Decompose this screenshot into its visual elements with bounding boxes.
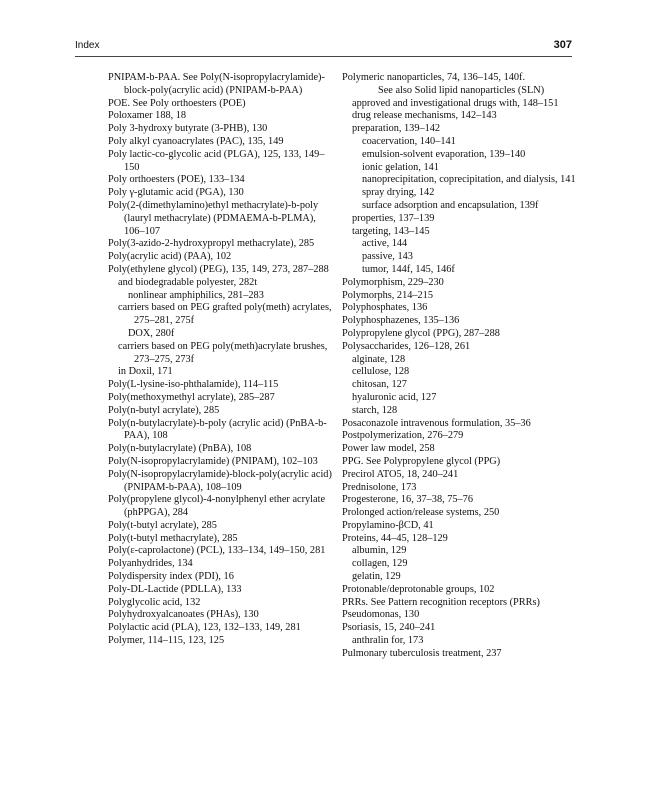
index-entry: Protonable/deprotonable groups, 102 — [342, 583, 495, 595]
index-entry: Polylactic acid (PLA), 123, 132–133, 149, 281 — [108, 622, 301, 634]
index-entry: Polyhydroxyalcanoates (PHAs), 130 — [108, 609, 259, 621]
index-entry: Poly(propylene glycol)-4-nonylphenyl ether acrylate (phPPGA), 284 — [108, 494, 326, 519]
page-header — [75, 40, 572, 56]
index-subentry: albumin, 129 — [352, 545, 407, 557]
index-entry: Power law model, 258 — [342, 443, 435, 455]
section-title: Index — [75, 40, 100, 51]
index-entry: Poly(t-butyl methacrylate), 285 — [108, 532, 238, 544]
index-subentry: carriers based on PEG grafted poly(meth) acrylates, 275–281, 275f — [118, 302, 332, 327]
index-entry: PPG. See Polypropylene glycol (PPG) — [342, 455, 501, 467]
index-subentry: tumor, 144f, 145, 146f — [362, 263, 455, 275]
index-entry: Poly(N-isopropylacrylamide) (PNIPAM), 102–103 — [108, 455, 318, 467]
index-subentry: surface adsorption and encapsulation, 139f — [362, 199, 539, 211]
index-entry: Poly(n-butylacrylate)-b-poly (acrylic acid) (PnBA-b-PAA), 108 — [108, 417, 327, 442]
index-entry: Poly alkyl cyanoacrylates (PAC), 135, 149 — [108, 135, 284, 147]
index-subentry: passive, 143 — [362, 251, 413, 263]
index-subentry: cellulose, 128 — [352, 366, 410, 378]
index-subentry: See also Solid lipid nanoparticles (SLN) — [378, 84, 545, 96]
index-entry: Prolonged action/release systems, 250 — [342, 507, 500, 519]
index-entry: Proteins, 44–45, 128–129 — [342, 532, 448, 544]
index-entry: Poly(n-butyl acrylate), 285 — [108, 404, 220, 416]
index-entry: Poly orthoesters (POE), 133–134 — [108, 174, 245, 186]
index-entry: Prednisolone, 173 — [342, 481, 417, 493]
index-entry: Poly lactic-co-glycolic acid (PLGA), 125, 133, 149–150 — [108, 148, 325, 173]
index-subentry: targeting, 143–145 — [352, 225, 430, 237]
index-entry: Psoriasis, 15, 240–241 — [342, 622, 436, 634]
index-entry: PRRs. See Pattern recognition receptors (PRRs) — [342, 596, 540, 608]
index-entry: Polysaccharides, 126–128, 261 — [342, 340, 471, 352]
index-subentry: emulsion-solvent evaporation, 139–140 — [362, 148, 526, 160]
index-column-left — [108, 72, 333, 648]
index-entry: Poly(ε-caprolactone) (PCL), 133–134, 149–150, 281 — [108, 545, 326, 557]
index-entry: Poly(N-isopropylacrylamide)-block-poly(acrylic acid) (PNIPAM-b-PAA), 108–109 — [108, 468, 332, 493]
index-subentry: preparation, 139–142 — [352, 123, 441, 135]
index-subentry: anthralin for, 173 — [352, 635, 424, 647]
index-subentry: collagen, 129 — [352, 558, 408, 570]
index-entry: Poly-DL-Lactide (PDLLA), 133 — [108, 583, 242, 595]
index-entry: Polyanhydrides, 134 — [108, 558, 193, 570]
index-entry: Poly(2-(dimethylamino)ethyl methacrylate)-b-poly (lauryl methacrylate) (PDMAEMA-b-PLMA), 106–107 — [108, 199, 319, 237]
index-subentry: hyaluronic acid, 127 — [352, 391, 437, 403]
index-subentry: properties, 137–139 — [352, 212, 435, 224]
index-subentry: gelatin, 129 — [352, 571, 401, 583]
index-entry: Polyphosphazenes, 135–136 — [342, 315, 460, 327]
index-entry: PNIPAM-b-PAA. See Poly(N-isopropylacrylamide)-block-poly(acrylic acid) (PNIPAM-b-PAA) — [108, 72, 325, 96]
index-entry: POE. See Poly orthoesters (POE) — [108, 97, 246, 109]
index-subentry: coacervation, 140–141 — [362, 135, 456, 147]
index-entry: Poly(L-lysine-iso-phthalamide), 114–115 — [108, 379, 279, 391]
index-entry: Propylamino-βCD, 41 — [342, 519, 434, 531]
index-subentry: approved and investigational drugs with, 148–151 — [352, 97, 559, 109]
index-subentry: alginate, 128 — [352, 353, 406, 365]
index-entry: Poly(3-azido-2-hydroxypropyl methacrylate), 285 — [108, 238, 315, 250]
index-entry: Polymeric nanoparticles, 74, 136–145, 140f. — [342, 72, 526, 83]
index-subentry: carriers based on PEG poly(meth)acrylate brushes, 273–275, 273f — [118, 340, 328, 365]
index-entry: Pulmonary tuberculosis treatment, 237 — [342, 647, 502, 659]
index-subentry: starch, 128 — [352, 404, 398, 416]
header-rule — [75, 56, 572, 57]
index-entry: Poly(ethylene glycol) (PEG), 135, 149, 273, 287–288 — [108, 263, 329, 275]
index-entry: Posaconazole intravenous formulation, 35–36 — [342, 417, 531, 429]
index-entry: Polyphosphates, 136 — [342, 302, 428, 314]
index-entry: Poloxamer 188, 18 — [108, 110, 187, 122]
index-entry: Polymorphism, 229–230 — [342, 276, 444, 288]
index-subentry: nanoprecipitation, coprecipitation, and dialysis, 141 — [362, 174, 576, 186]
index-subentry: in Doxil, 171 — [118, 366, 173, 378]
index-entry: Poly(n-butylacrylate) (PnBA), 108 — [108, 443, 252, 455]
index-entry: Precirol ATO5, 18, 240–241 — [342, 468, 459, 480]
index-entry: Polypropylene glycol (PPG), 287–288 — [342, 327, 500, 339]
index-entry: Poly(acrylic acid) (PAA), 102 — [108, 251, 232, 263]
index-entry: Progesterone, 16, 37–38, 75–76 — [342, 494, 473, 506]
index-entry: Poly 3-hydroxy butyrate (3-PHB), 130 — [108, 123, 268, 135]
index-subentry: chitosan, 127 — [352, 379, 407, 391]
index-subentry: DOX, 280f — [128, 327, 175, 339]
index-subentry: and biodegradable polyester, 282t — [118, 276, 258, 288]
index-entry: Poly(methoxymethyl acrylate), 285–287 — [108, 391, 275, 403]
index-subentry: drug release mechanisms, 142–143 — [352, 110, 497, 122]
index-subentry: ionic gelation, 141 — [362, 161, 439, 173]
index-entry: Polyglycolic acid, 132 — [108, 596, 201, 608]
index-column-right — [342, 72, 578, 661]
index-entry: Polymorphs, 214–215 — [342, 289, 433, 301]
index-entry: Polymer, 114–115, 123, 125 — [108, 635, 225, 647]
index-subentry: active, 144 — [362, 238, 408, 250]
index-subentry: nonlinear amphiphilics, 281–283 — [128, 289, 264, 301]
index-entry: Poly(t-butyl acrylate), 285 — [108, 519, 217, 531]
index-entry: Polydispersity index (PDI), 16 — [108, 571, 234, 583]
index-entry: Postpolymerization, 276–279 — [342, 430, 464, 442]
index-entry: Pseudomonas, 130 — [342, 609, 420, 621]
index-subentry: spray drying, 142 — [362, 187, 435, 199]
page-number: 307 — [553, 39, 572, 51]
index-entry: Poly γ-glutamic acid (PGA), 130 — [108, 187, 244, 199]
